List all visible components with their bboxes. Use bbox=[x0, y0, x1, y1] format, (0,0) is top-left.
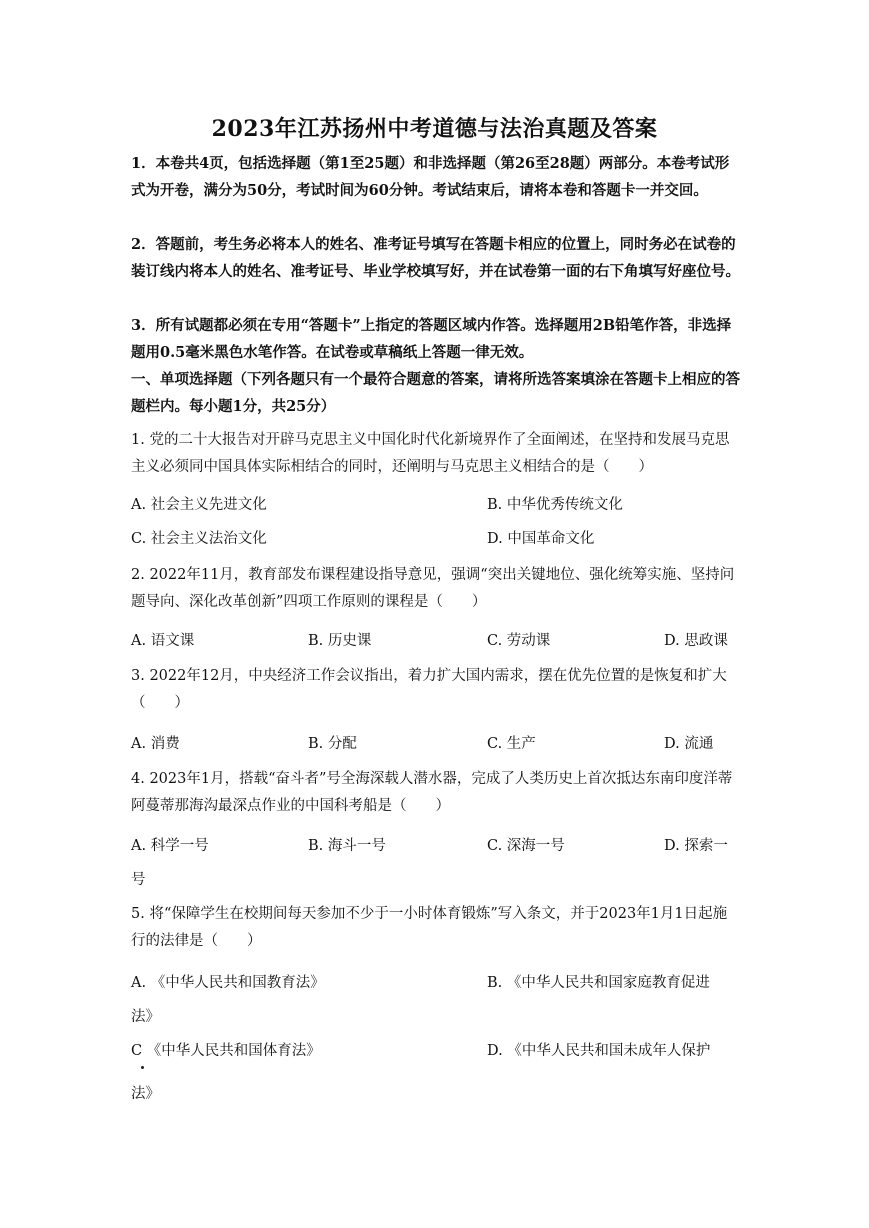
q3-option-c: C. 生产 bbox=[487, 736, 536, 752]
q1-option-c: C. 社会主义法治文化 bbox=[131, 531, 267, 547]
q5-option-b: B. 《中华人民共和国家庭教育促进 bbox=[487, 975, 710, 991]
q4-option-b: B. 海斗一号 bbox=[308, 838, 386, 854]
q2-option-d: D. 思政课 bbox=[664, 633, 728, 649]
q4-option-d-wrap: 号 bbox=[131, 872, 146, 888]
stray-dot-mark bbox=[141, 1066, 144, 1069]
q2-option-c: C. 劳动课 bbox=[487, 633, 551, 649]
q1-option-d: D. 中国革命文化 bbox=[487, 531, 595, 547]
q2-option-a: A. 语文课 bbox=[131, 633, 195, 649]
question-4-stem: 4. 2023年1月，搭载“奋斗者”号全海深载人潜水器，完成了人类历史上首次抵达东南印度洋蒂阿蔓蒂那海沟最深点作业的中国科考船是（ ） bbox=[131, 771, 733, 814]
question-3-stem: 3. 2022年12月，中央经济工作会议指出，着力扩大国内需求，摆在优先位置的是恢复和扩大（ ） bbox=[131, 668, 727, 711]
q5-option-c: C 《中华人民共和国体育法》 bbox=[131, 1043, 321, 1059]
q5-option-b-wrap: 法》 bbox=[131, 1009, 160, 1025]
instruction-2: 2．答题前，考生务必将本人的姓名、准考证号填写在答题卡相应的位置上，同时务必在试卷的装订线内将本人的姓名、准考证号、毕业学校填写好，并在试卷第一面的右下角填写好座位号。 bbox=[131, 236, 740, 280]
q2-option-b: B. 历史课 bbox=[308, 633, 372, 649]
question-2-stem: 2. 2022年11月，教育部发布课程建设指导意见，强调“突出关键地位、强化统筹实施、坚持问题导向、深化改革创新”四项工作原则的课程是（ ） bbox=[131, 567, 735, 610]
instruction-1: 1．本卷共4页，包括选择题（第1至25题）和非选择题（第26至28题）两部分。本卷考试形式为开卷，满分为50分，考试时间为60分钟。考试结束后，请将本卷和答题卡一并交回。 bbox=[131, 155, 730, 199]
q4-option-c: C. 深海一号 bbox=[487, 838, 565, 854]
q3-option-b: B. 分配 bbox=[308, 736, 357, 752]
q1-option-b: B. 中华优秀传统文化 bbox=[487, 497, 623, 513]
q5-option-d-wrap: 法》 bbox=[131, 1086, 160, 1102]
q1-option-a: A. 社会主义先进文化 bbox=[131, 497, 267, 513]
q4-option-a: A. 科学一号 bbox=[131, 838, 209, 854]
question-1-stem: 1. 党的二十大报告对开辟马克思主义中国化时代化新境界作了全面阐述，在坚持和发展马克思主义必须同中国具体实际相结合的同时，还阐明与马克思主义相结合的是（ ） bbox=[131, 432, 730, 475]
q5-option-a: A. 《中华人民共和国教育法》 bbox=[131, 975, 325, 991]
q4-option-d: D. 探索一 bbox=[664, 838, 728, 854]
q3-option-d: D. 流通 bbox=[664, 736, 714, 752]
page-title: 2023年江苏扬州中考道德与法治真题及答案 bbox=[211, 116, 658, 142]
question-5-stem: 5. 将“保障学生在校期间每天参加不少于一小时体育锻炼”写入条文，并于2023年1月1日起施行的法律是（ ） bbox=[131, 906, 728, 949]
section-heading: 一、单项选择题（下列各题只有一个最符合题意的答案，请将所选答案填涂在答题卡上相应的答题栏内。每小题1分，共25分） bbox=[131, 371, 740, 415]
q3-option-a: A. 消费 bbox=[131, 736, 180, 752]
q5-option-d: D. 《中华人民共和国未成年人保护 bbox=[487, 1043, 711, 1059]
instruction-3: 3．所有试题都必须在专用“答题卡”上指定的答题区域内作答。选择题用2B铅笔作答，非选择题用0.5毫米黑色水笔作答。在试卷或草稿纸上答题一律无效。 bbox=[131, 317, 732, 361]
